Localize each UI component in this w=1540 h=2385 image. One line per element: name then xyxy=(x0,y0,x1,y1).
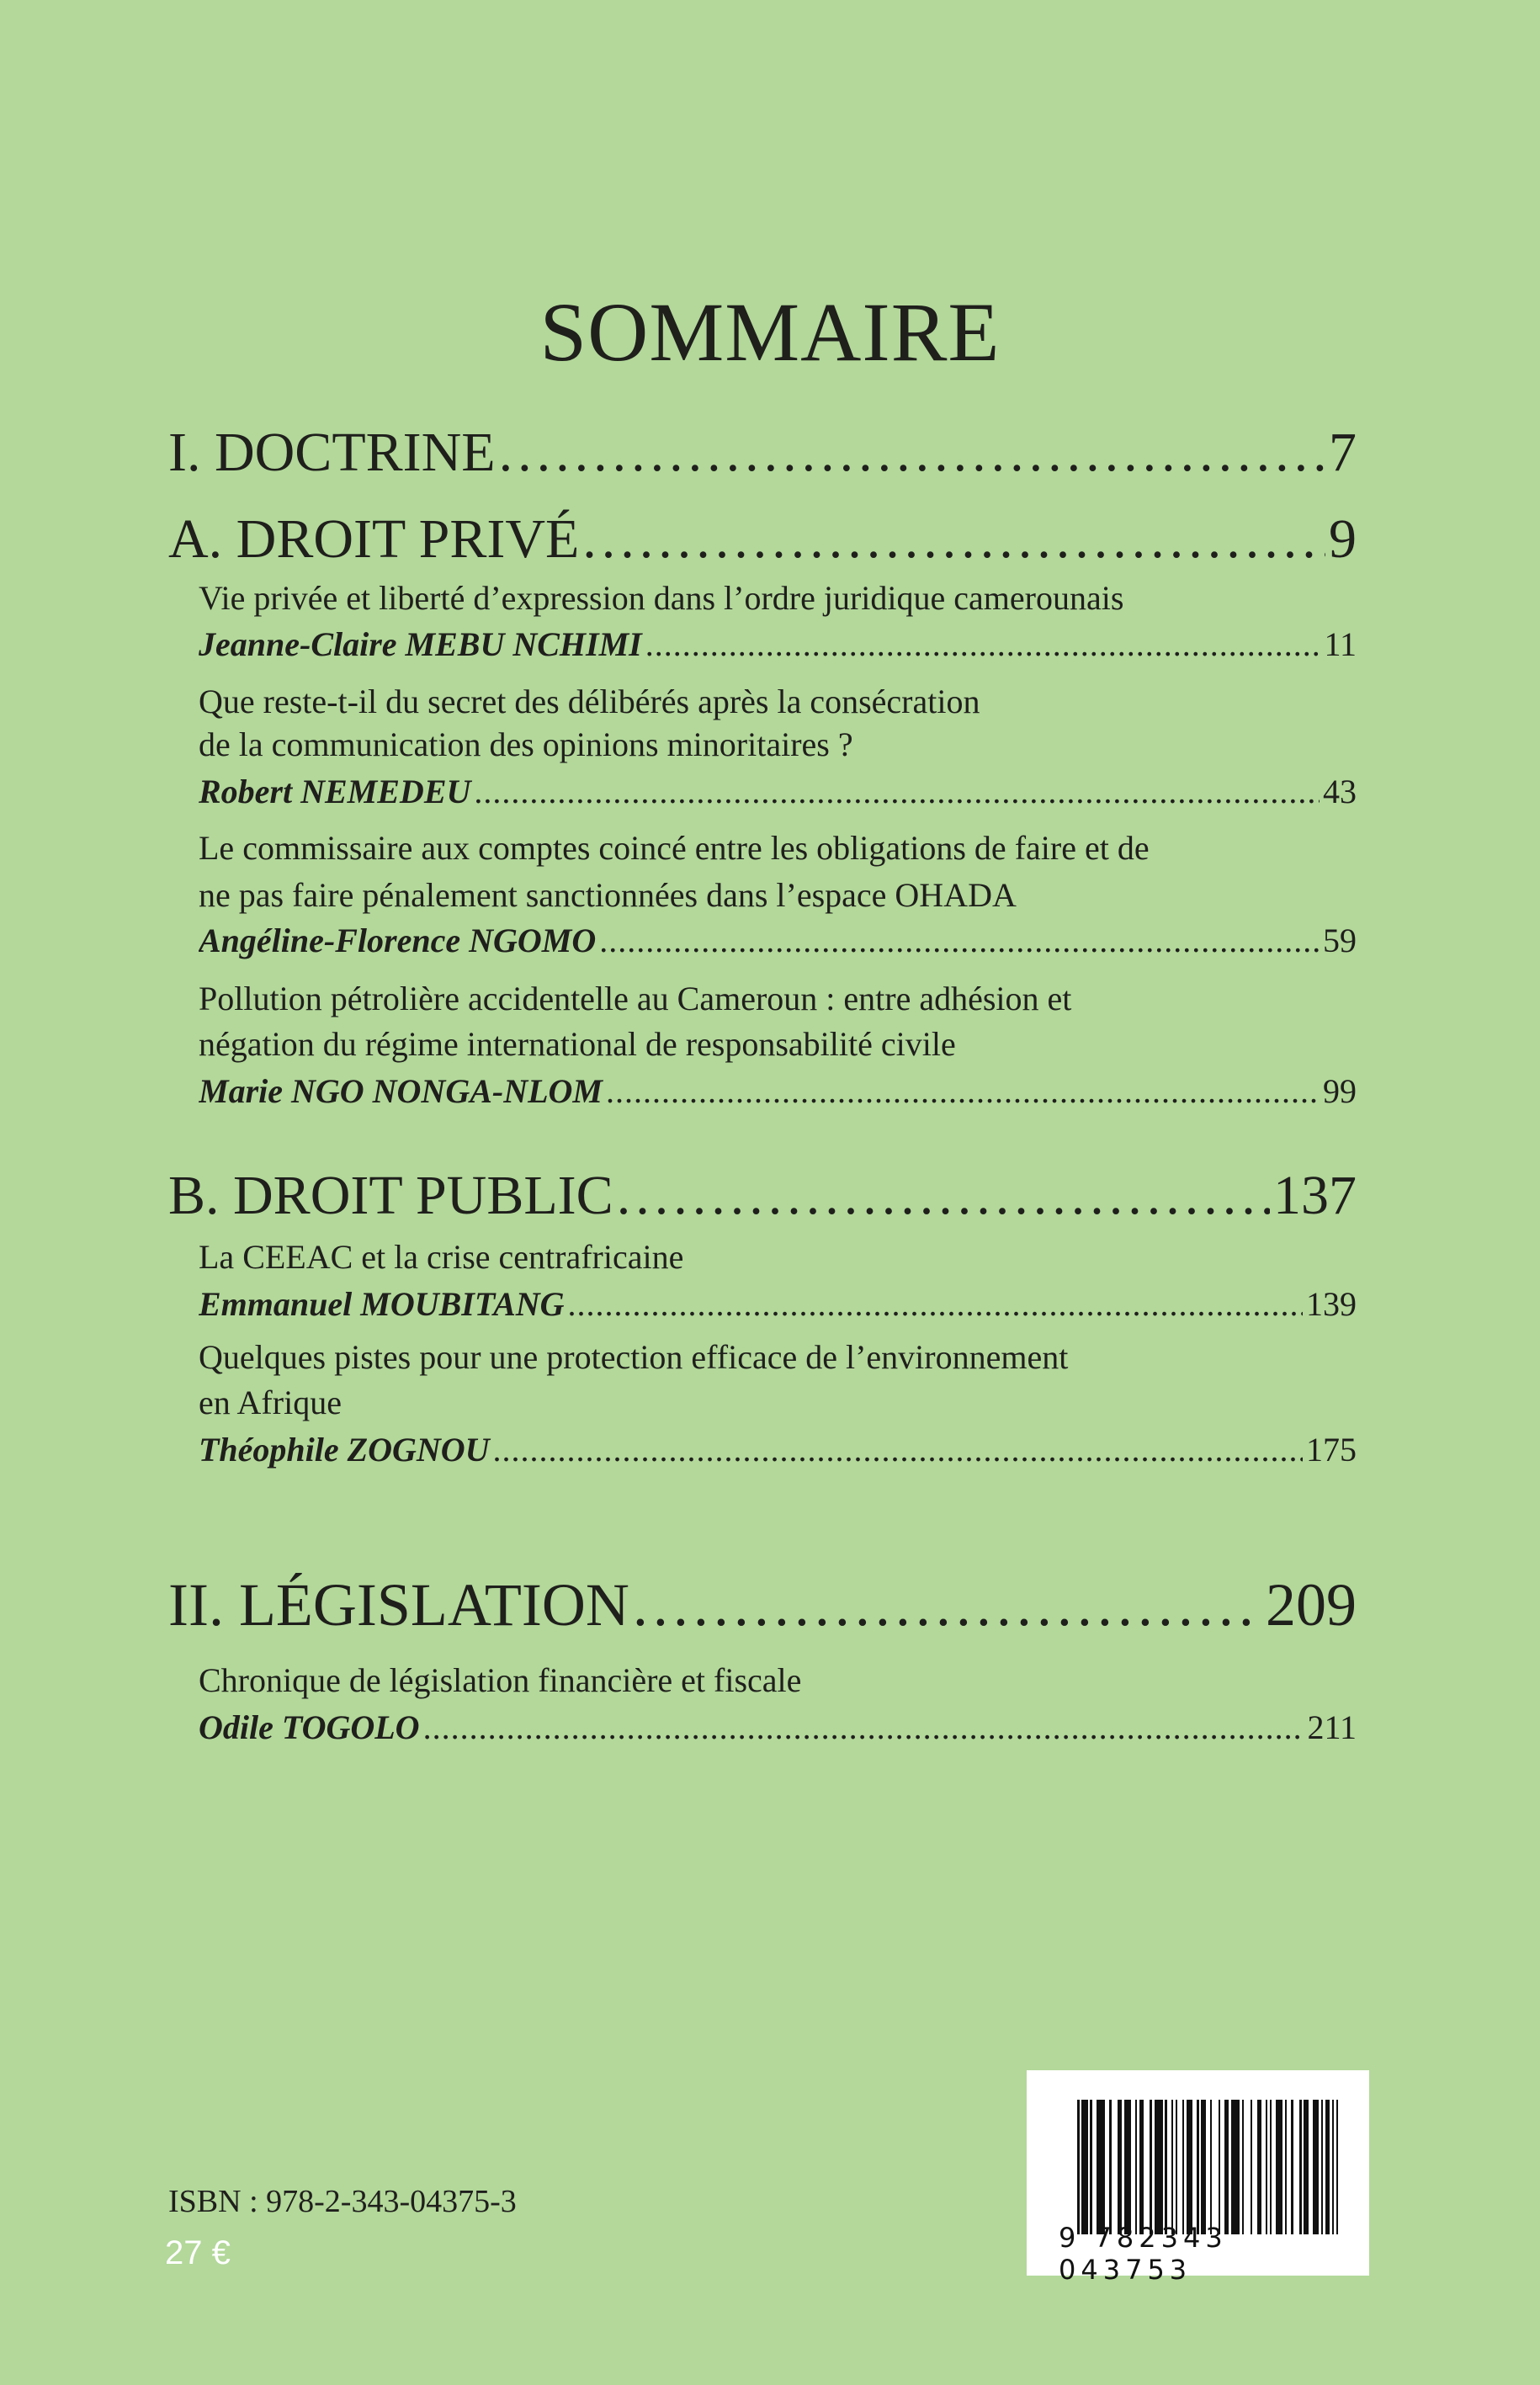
article-title: Quelques pistes pour une protection efficace de l’environnement xyxy=(199,1338,1069,1376)
page-title: SOMMAIRE xyxy=(539,285,1001,379)
toc-page-number: 139 xyxy=(1306,1285,1357,1323)
article-author: Théophile ZOGNOU xyxy=(199,1431,490,1469)
leader-dots xyxy=(423,1707,1304,1749)
article-author: Emmanuel MOUBITANG xyxy=(199,1285,565,1323)
toc-heading-label: B. DROIT PUBLIC xyxy=(168,1165,613,1226)
article-title: Pollution pétrolière accidentelle au Cameroun : entre adhésion et xyxy=(199,980,1072,1017)
toc-article-author-row xyxy=(199,920,1357,962)
article-author: Jeanne-Claire MEBU NCHIMI xyxy=(199,625,642,663)
toc-article-author-row xyxy=(199,624,1357,666)
article-title: en Afrique xyxy=(199,1384,342,1421)
toc-page-number: 43 xyxy=(1323,773,1357,810)
toc-article-author-row xyxy=(199,1707,1357,1749)
toc-section-droit-public xyxy=(168,1162,1357,1230)
toc-page-number: 9 xyxy=(1329,508,1357,570)
toc-page-number: 7 xyxy=(1329,422,1357,483)
leader-dots xyxy=(617,1162,1270,1230)
barcode xyxy=(1027,2070,1369,2286)
article-author: Angéline-Florence NGOMO xyxy=(199,922,597,959)
article-author: Odile TOGOLO xyxy=(199,1708,420,1746)
barcode-digits: 9 782343 043753 xyxy=(1059,2222,1228,2286)
toc-article-author-row xyxy=(199,1429,1357,1471)
toc-page-number: 209 xyxy=(1266,1571,1357,1639)
article-title: de la communication des opinions minoritaires ? xyxy=(199,725,853,763)
toc-page-number: 137 xyxy=(1273,1165,1357,1226)
price-label: 27 € xyxy=(165,2234,231,2271)
leader-dots xyxy=(633,1571,1262,1639)
article-title: Que reste-t-il du secret des délibérés après la consécration xyxy=(199,683,980,720)
toc-page-number: 211 xyxy=(1307,1708,1357,1746)
article-title: La CEEAC et la crise centrafricaine xyxy=(199,1238,684,1276)
article-author: Robert NEMEDEU xyxy=(199,773,471,810)
article-title: Le commissaire aux comptes coincé entre les obligations de faire et de xyxy=(199,829,1150,867)
toc-article-author-row xyxy=(199,1283,1357,1325)
leader-dots xyxy=(582,506,1325,573)
toc-article-author-row xyxy=(199,1070,1357,1113)
toc-page-number: 59 xyxy=(1323,922,1357,959)
leader-dots xyxy=(493,1429,1303,1471)
toc-page-number: 175 xyxy=(1306,1431,1357,1469)
toc-heading-label: II. LÉGISLATION xyxy=(168,1571,629,1639)
article-author: Marie NGO NONGA-NLOM xyxy=(199,1072,603,1110)
leader-dots xyxy=(568,1283,1303,1325)
isbn-text: ISBN : 978-2-343-04375-3 xyxy=(168,2184,517,2219)
barcode-bars-icon xyxy=(1077,2100,1338,2234)
leader-dots xyxy=(599,920,1320,962)
article-title: Chronique de législation financière et fiscale xyxy=(199,1661,802,1699)
toc-part-legislation xyxy=(168,1571,1357,1639)
leader-dots xyxy=(474,771,1320,813)
leader-dots xyxy=(645,624,1321,666)
toc-heading-label: I. DOCTRINE xyxy=(168,422,496,483)
toc-page-number: 99 xyxy=(1323,1072,1357,1110)
toc-article-author-row xyxy=(199,771,1357,813)
toc-part-doctrine xyxy=(168,419,1357,486)
toc-page-number: 11 xyxy=(1324,625,1357,663)
article-title: Vie privée et liberté d’expression dans l’ordre juridique camerounais xyxy=(199,579,1124,617)
article-title: ne pas faire pénalement sanctionnées dans l’espace OHADA xyxy=(199,876,1017,914)
article-title: négation du régime international de responsabilité civile xyxy=(199,1025,956,1063)
leader-dots xyxy=(606,1070,1320,1113)
toc-section-droit-prive xyxy=(168,506,1357,573)
leader-dots xyxy=(499,419,1325,486)
toc-heading-label: A. DROIT PRIVÉ xyxy=(168,508,580,570)
